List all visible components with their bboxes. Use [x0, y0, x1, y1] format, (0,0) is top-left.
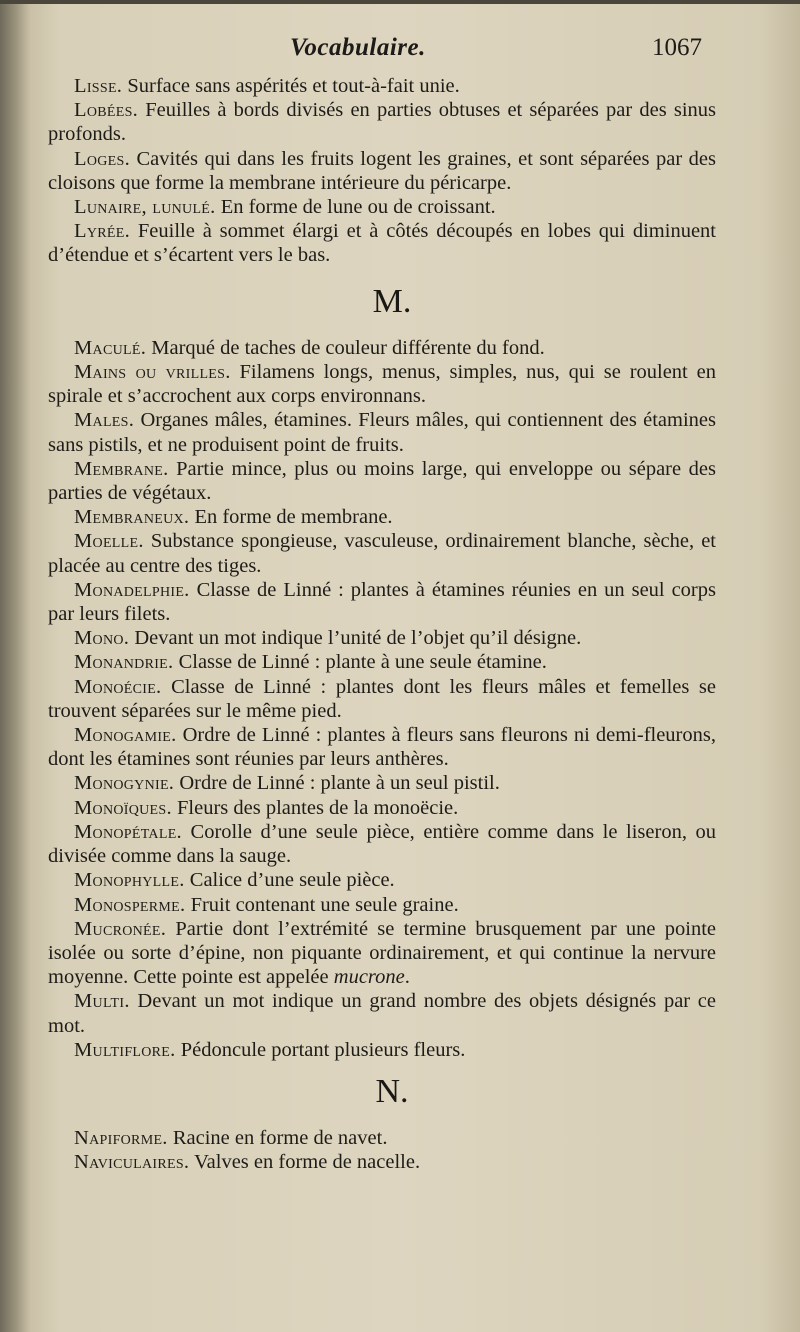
glossary-entry — [48, 675, 716, 723]
entry-definition: Racine en forme de navet. — [167, 1127, 388, 1150]
entry-definition: Marqué de taches de couleur différente du fond. — [146, 336, 545, 359]
glossary-entry — [48, 771, 716, 795]
entry-definition: Feuille à sommet élargi et à côtés découpés en lobes qui diminuent d’étendue et s’écartent vers le bas. — [48, 220, 716, 267]
page-number: 1067 — [652, 34, 702, 61]
entry-italic-term: mucrone — [333, 966, 405, 989]
glossary-entry — [48, 457, 716, 505]
entry-term: Lisse. — [74, 75, 123, 97]
entry-term: Monadelphie. — [74, 578, 190, 601]
entry-term: Monandrie. — [74, 651, 174, 674]
entry-definition-tail: . — [404, 966, 410, 989]
entry-definition: Partie mince, plus ou moins large, qui enveloppe ou sépare des parties de végétaux. — [48, 457, 716, 505]
entry-term: Moelle. — [74, 530, 144, 553]
entry-term: Monogamie. — [74, 724, 177, 747]
entry-term: Mucronée. — [74, 917, 167, 940]
entry-definition: Organes mâles, étamines. Fleurs mâles, qui contiennent des étamines sans pistils, et ne produisent point de fruits. — [48, 409, 716, 456]
glossary-entry — [48, 868, 716, 892]
section-heading-m: M. — [372, 282, 412, 320]
glossary-entry — [48, 893, 716, 917]
entry-definition: Partie dont l’extrémité se termine brusquement par une pointe isolée ou sorte d’épine, non piquante ordinairement, et qui continue la nervure moyenne. Cette pointe est appelée — [48, 917, 716, 989]
vocabulary-body — [48, 74, 716, 1175]
entry-term: Monoïques. — [74, 796, 172, 819]
glossary-entry — [48, 820, 716, 868]
entry-term: Multiflore. — [74, 1038, 176, 1061]
entry-term: Multi. — [74, 990, 130, 1013]
running-title: Vocabulaire. — [290, 34, 426, 61]
entry-term: Maculé. — [74, 336, 147, 359]
section-heading-n: N. — [375, 1072, 409, 1110]
entry-term: Males. — [74, 409, 135, 432]
glossary-entry — [48, 408, 716, 456]
glossary-entry — [48, 98, 716, 146]
entry-definition: Valves en forme de nacelle. — [189, 1151, 421, 1174]
entry-definition: Classe de Linné : plantes à étamines réunies en un seul corps par leurs filets. — [48, 578, 716, 626]
entry-term: Monophylle. — [74, 869, 185, 892]
entry-term: Lobées. — [74, 99, 139, 122]
glossary-entry — [48, 578, 716, 626]
page-top-edge — [0, 0, 800, 4]
glossary-entry — [48, 360, 716, 408]
entry-term: Mains ou vrilles. — [74, 361, 231, 384]
entry-definition: Substance spongieuse, vasculeuse, ordinairement blanche, sèche, et placée au centre des tiges. — [48, 530, 716, 577]
entry-definition: Ordre de Linné : plante à un seul pistil. — [174, 772, 500, 795]
entry-definition: Fleurs des plantes de la monoëcie. — [171, 796, 459, 819]
entry-term: Monopétale. — [74, 820, 182, 843]
entry-term: Napiforme. — [74, 1127, 168, 1150]
entry-definition: Feuilles à bords divisés en parties obtuses et séparées par des sinus profonds. — [48, 99, 716, 146]
entry-definition: Filamens longs, menus, simples, nus, qui se roulent en spirale et s’accrochent aux corps environnans. — [48, 361, 716, 408]
entry-term: Monogynie. — [74, 772, 175, 795]
section-m — [48, 336, 716, 1062]
glossary-entry — [48, 917, 716, 990]
entry-definition: Surface sans aspérités et tout-à-fait unie. — [122, 75, 460, 97]
entry-term: Naviculaires. — [74, 1151, 190, 1174]
entry-definition: Corolle d’une seule pièce, entière comme dans le liseron, ou divisée comme dans la sauge. — [48, 820, 716, 868]
glossary-entry — [48, 529, 716, 577]
entry-definition: Classe de Linné : plante à une seule étamine. — [173, 651, 547, 674]
entry-definition: En forme de lune ou de croissant. — [215, 196, 496, 219]
glossary-entry — [48, 505, 716, 529]
page-header — [0, 34, 800, 68]
entry-definition: Calice d’une seule pièce. — [184, 869, 395, 892]
glossary-entry — [48, 219, 716, 267]
glossary-entry — [48, 147, 716, 195]
glossary-entry — [48, 626, 716, 650]
entry-definition: Fruit contenant une seule graine. — [185, 893, 459, 916]
glossary-entry — [48, 336, 716, 360]
entry-term: Mono. — [74, 627, 130, 650]
entry-term: Loges. — [74, 147, 131, 170]
entry-definition: Classe de Linné : plantes dont les fleurs mâles et femelles se trouvent séparées sur le même pied. — [48, 675, 716, 722]
entry-definition: Pédoncule portant plusieurs fleurs. — [175, 1038, 466, 1061]
entry-term: Lyrée. — [74, 220, 130, 243]
entry-term: Monosperme. — [74, 893, 186, 916]
glossary-entry — [48, 989, 716, 1037]
entry-definition: En forme de membrane. — [189, 506, 393, 529]
entry-term: Membraneux. — [74, 506, 190, 529]
entry-definition: Cavités qui dans les fruits logent les graines, et sont séparées par des cloisons que forme la membrane intérieure du péricarpe. — [48, 147, 716, 194]
section-n — [48, 1126, 716, 1174]
entry-definition: Devant un mot indique l’unité de l’objet qu’il désigne. — [129, 627, 582, 650]
entry-term: Monoécie. — [74, 675, 162, 698]
glossary-entry — [48, 1038, 716, 1062]
entry-definition: Ordre de Linné : plantes à fleurs sans fleurons ni demi-fleurons, dont les étamines sont réunies par leurs anthères. — [48, 724, 716, 771]
glossary-entry — [48, 650, 716, 674]
entry-definition: Devant un mot indique un grand nombre des objets désignés par ce mot. — [48, 990, 716, 1037]
glossary-entry — [48, 796, 716, 820]
glossary-entry — [48, 1150, 716, 1174]
glossary-entry — [48, 723, 716, 771]
glossary-entry — [48, 74, 716, 98]
glossary-entry — [48, 195, 716, 219]
entry-term: Membrane. — [74, 457, 169, 480]
glossary-entry — [48, 1126, 716, 1150]
section-l — [48, 74, 716, 268]
entry-term: Lunaire, lunulé. — [74, 196, 216, 219]
